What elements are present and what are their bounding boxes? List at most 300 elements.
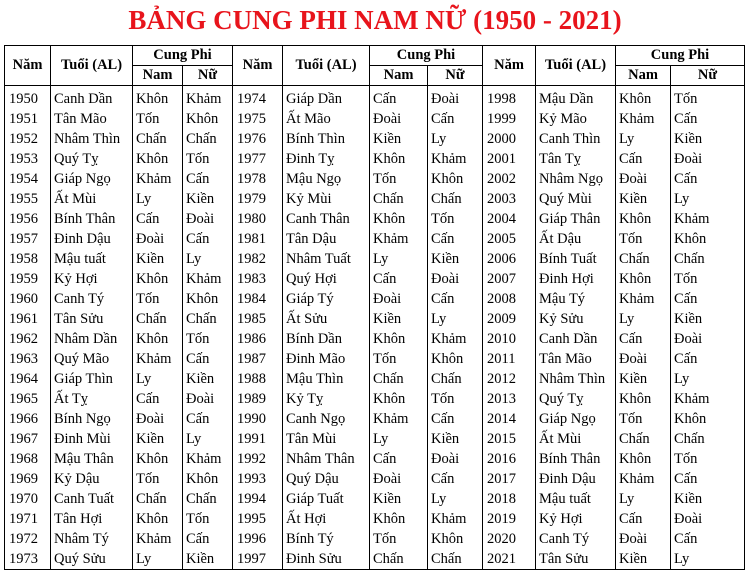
female-cell: Chấn <box>183 309 233 329</box>
year-cell: 1966 <box>5 409 51 429</box>
year-cell: 2008 <box>483 289 536 309</box>
table-row <box>5 389 745 409</box>
age-cell: Tân Sửu <box>536 549 616 570</box>
age-cell: Kỷ Hợi <box>536 509 616 529</box>
male-cell: Đoài <box>370 289 428 309</box>
female-cell: Đoài <box>183 389 233 409</box>
year-cell: 2005 <box>483 229 536 249</box>
age-cell: Bính Dần <box>283 329 370 349</box>
header-female: Nữ <box>671 66 745 86</box>
male-cell: Tốn <box>370 349 428 369</box>
male-cell: Khảm <box>370 409 428 429</box>
age-cell: Canh Dần <box>51 86 133 110</box>
year-cell: 2015 <box>483 429 536 449</box>
male-cell: Khảm <box>133 529 183 549</box>
age-cell: Quý Dậu <box>283 469 370 489</box>
age-cell: Bính Tuất <box>536 249 616 269</box>
male-cell: Đoài <box>370 109 428 129</box>
female-cell: Cấn <box>183 169 233 189</box>
female-cell: Ly <box>671 369 745 389</box>
year-cell: 1973 <box>5 549 51 570</box>
female-cell: Cấn <box>671 529 745 549</box>
female-cell: Cấn <box>671 169 745 189</box>
female-cell: Chấn <box>183 129 233 149</box>
table-row <box>5 169 745 189</box>
female-cell: Tốn <box>183 329 233 349</box>
age-cell: Giáp Ngọ <box>536 409 616 429</box>
age-cell: Kỷ Mùi <box>283 189 370 209</box>
male-cell: Chấn <box>370 549 428 570</box>
age-cell: Đinh Tỵ <box>283 149 370 169</box>
female-cell: Cấn <box>671 109 745 129</box>
table-row <box>5 149 745 169</box>
header-year: Năm <box>483 46 536 86</box>
male-cell: Khôn <box>370 509 428 529</box>
female-cell: Đoài <box>671 509 745 529</box>
male-cell: Đoài <box>616 169 671 189</box>
female-cell: Khôn <box>671 229 745 249</box>
year-cell: 1980 <box>233 209 283 229</box>
female-cell: Cấn <box>183 529 233 549</box>
year-cell: 2010 <box>483 329 536 349</box>
year-cell: 2014 <box>483 409 536 429</box>
year-cell: 1963 <box>5 349 51 369</box>
header-cung-phi: Cung Phi <box>133 46 233 66</box>
age-cell: Tân Mùi <box>283 429 370 449</box>
year-cell: 1976 <box>233 129 283 149</box>
year-cell: 2006 <box>483 249 536 269</box>
female-cell: Kiền <box>428 429 483 449</box>
age-cell: Tân Tỵ <box>536 149 616 169</box>
year-cell: 1981 <box>233 229 283 249</box>
male-cell: Chấn <box>133 129 183 149</box>
female-cell: Cấn <box>671 469 745 489</box>
year-cell: 1968 <box>5 449 51 469</box>
age-cell: Mậu tuất <box>51 249 133 269</box>
year-cell: 1991 <box>233 429 283 449</box>
header-male: Nam <box>133 66 183 86</box>
year-cell: 1985 <box>233 309 283 329</box>
age-cell: Kỷ Hợi <box>51 269 133 289</box>
age-cell: Giáp Tý <box>283 289 370 309</box>
age-cell: Mậu Tý <box>536 289 616 309</box>
year-cell: 1999 <box>483 109 536 129</box>
female-cell: Tốn <box>428 389 483 409</box>
age-cell: Canh Dần <box>536 329 616 349</box>
year-cell: 1997 <box>233 549 283 570</box>
female-cell: Đoài <box>428 449 483 469</box>
female-cell: Ly <box>428 309 483 329</box>
age-cell: Bính Thân <box>536 449 616 469</box>
male-cell: Kiền <box>133 429 183 449</box>
male-cell: Cấn <box>370 449 428 469</box>
year-cell: 1957 <box>5 229 51 249</box>
year-cell: 1967 <box>5 429 51 449</box>
age-cell: Mậu tuất <box>536 489 616 509</box>
table-row <box>5 189 745 209</box>
female-cell: Tốn <box>671 449 745 469</box>
header-female: Nữ <box>183 66 233 86</box>
age-cell: Đinh Mão <box>283 349 370 369</box>
year-cell: 1989 <box>233 389 283 409</box>
female-cell: Ly <box>183 249 233 269</box>
year-cell: 1988 <box>233 369 283 389</box>
year-cell: 2017 <box>483 469 536 489</box>
age-cell: Ất Sửu <box>283 309 370 329</box>
male-cell: Khảm <box>616 109 671 129</box>
female-cell: Khảm <box>428 329 483 349</box>
year-cell: 2004 <box>483 209 536 229</box>
male-cell: Cấn <box>133 389 183 409</box>
female-cell: Khôn <box>183 289 233 309</box>
year-cell: 2013 <box>483 389 536 409</box>
female-cell: Khảm <box>671 389 745 409</box>
male-cell: Tốn <box>616 229 671 249</box>
age-cell: Canh Tý <box>536 529 616 549</box>
age-cell: Canh Tuất <box>51 489 133 509</box>
year-cell: 1982 <box>233 249 283 269</box>
female-cell: Cấn <box>428 109 483 129</box>
female-cell: Khảm <box>428 509 483 529</box>
female-cell: Cấn <box>671 289 745 309</box>
age-cell: Kỷ Dậu <box>51 469 133 489</box>
female-cell: Cấn <box>183 229 233 249</box>
year-cell: 1958 <box>5 249 51 269</box>
male-cell: Đoài <box>616 349 671 369</box>
female-cell: Khôn <box>671 409 745 429</box>
male-cell: Đoài <box>133 229 183 249</box>
female-cell: Cấn <box>428 469 483 489</box>
header-cung-phi: Cung Phi <box>370 46 483 66</box>
male-cell: Kiền <box>616 549 671 570</box>
age-cell: Nhâm Ngọ <box>536 169 616 189</box>
male-cell: Chấn <box>616 249 671 269</box>
female-cell: Kiền <box>671 309 745 329</box>
age-cell: Mậu Thân <box>51 449 133 469</box>
table-row <box>5 349 745 369</box>
male-cell: Ly <box>616 309 671 329</box>
table-row <box>5 109 745 129</box>
table-row <box>5 429 745 449</box>
year-cell: 2021 <box>483 549 536 570</box>
age-cell: Bính Thân <box>51 209 133 229</box>
male-cell: Cấn <box>616 149 671 169</box>
year-cell: 1956 <box>5 209 51 229</box>
male-cell: Khôn <box>133 86 183 110</box>
year-cell: 2016 <box>483 449 536 469</box>
female-cell: Khảm <box>183 449 233 469</box>
year-cell: 2009 <box>483 309 536 329</box>
female-cell: Khảm <box>183 269 233 289</box>
female-cell: Khảm <box>183 86 233 110</box>
female-cell: Chấn <box>428 549 483 570</box>
male-cell: Khôn <box>133 149 183 169</box>
female-cell: Ly <box>671 549 745 570</box>
age-cell: Bính Thìn <box>283 129 370 149</box>
female-cell: Cấn <box>428 289 483 309</box>
year-cell: 1961 <box>5 309 51 329</box>
year-cell: 1953 <box>5 149 51 169</box>
cung-phi-table <box>4 45 745 570</box>
age-cell: Tân Mão <box>536 349 616 369</box>
age-cell: Canh Thìn <box>536 129 616 149</box>
table-row <box>5 369 745 389</box>
header-female: Nữ <box>428 66 483 86</box>
age-cell: Giáp Tuất <box>283 489 370 509</box>
age-cell: Đinh Dậu <box>536 469 616 489</box>
female-cell: Đoài <box>671 149 745 169</box>
female-cell: Cấn <box>428 229 483 249</box>
age-cell: Quý Mùi <box>536 189 616 209</box>
year-cell: 2020 <box>483 529 536 549</box>
male-cell: Khôn <box>133 449 183 469</box>
female-cell: Đoài <box>428 269 483 289</box>
table-row <box>5 489 745 509</box>
male-cell: Ly <box>370 249 428 269</box>
age-cell: Tân Mão <box>51 109 133 129</box>
table-row <box>5 249 745 269</box>
female-cell: Khôn <box>183 469 233 489</box>
year-cell: 1975 <box>233 109 283 129</box>
age-cell: Giáp Thân <box>536 209 616 229</box>
female-cell: Tốn <box>183 149 233 169</box>
age-cell: Nhâm Thân <box>283 449 370 469</box>
male-cell: Khôn <box>616 86 671 110</box>
male-cell: Khôn <box>616 209 671 229</box>
male-cell: Khôn <box>133 509 183 529</box>
female-cell: Kiền <box>183 189 233 209</box>
age-cell: Đinh Dậu <box>51 229 133 249</box>
age-cell: Đinh Hợi <box>536 269 616 289</box>
header-cung-phi: Cung Phi <box>616 46 745 66</box>
year-cell: 1978 <box>233 169 283 189</box>
female-cell: Cấn <box>183 409 233 429</box>
male-cell: Khôn <box>370 209 428 229</box>
male-cell: Khảm <box>370 229 428 249</box>
age-cell: Quý Sửu <box>51 549 133 570</box>
male-cell: Khôn <box>616 269 671 289</box>
year-cell: 1986 <box>233 329 283 349</box>
male-cell: Đoài <box>616 529 671 549</box>
year-cell: 2018 <box>483 489 536 509</box>
female-cell: Chấn <box>671 429 745 449</box>
male-cell: Ly <box>616 129 671 149</box>
age-cell: Nhâm Tuất <box>283 249 370 269</box>
female-cell: Khôn <box>428 169 483 189</box>
year-cell: 1996 <box>233 529 283 549</box>
age-cell: Kỷ Sửu <box>536 309 616 329</box>
female-cell: Ly <box>671 189 745 209</box>
female-cell: Kiền <box>183 369 233 389</box>
year-cell: 2011 <box>483 349 536 369</box>
male-cell: Chấn <box>616 429 671 449</box>
year-cell: 1972 <box>5 529 51 549</box>
female-cell: Tốn <box>671 269 745 289</box>
year-cell: 2000 <box>483 129 536 149</box>
male-cell: Kiền <box>133 249 183 269</box>
age-cell: Tân Hợi <box>51 509 133 529</box>
header-age: Tuổi (AL) <box>283 46 370 86</box>
age-cell: Đinh Sửu <box>283 549 370 570</box>
male-cell: Cấn <box>616 509 671 529</box>
female-cell: Cấn <box>428 409 483 429</box>
age-cell: Kỷ Mão <box>536 109 616 129</box>
year-cell: 1950 <box>5 86 51 110</box>
table-row <box>5 129 745 149</box>
male-cell: Khôn <box>616 449 671 469</box>
male-cell: Cấn <box>133 209 183 229</box>
page-title: BẢNG CUNG PHI NAM NỮ (1950 - 2021) <box>128 5 622 35</box>
age-cell: Giáp Ngọ <box>51 169 133 189</box>
year-cell: 1969 <box>5 469 51 489</box>
male-cell: Kiền <box>370 309 428 329</box>
female-cell: Chấn <box>428 369 483 389</box>
year-cell: 1983 <box>233 269 283 289</box>
table-row <box>5 309 745 329</box>
age-cell: Canh Thân <box>283 209 370 229</box>
male-cell: Khôn <box>133 329 183 349</box>
age-cell: Đinh Mùi <box>51 429 133 449</box>
male-cell: Khảm <box>616 469 671 489</box>
age-cell: Nhâm Thìn <box>51 129 133 149</box>
age-cell: Tân Sửu <box>51 309 133 329</box>
table-row <box>5 289 745 309</box>
year-cell: 1998 <box>483 86 536 110</box>
table-row <box>5 469 745 489</box>
age-cell: Ất Tỵ <box>51 389 133 409</box>
male-cell: Tốn <box>133 289 183 309</box>
male-cell: Khôn <box>370 149 428 169</box>
header-male: Nam <box>616 66 671 86</box>
female-cell: Kiền <box>183 549 233 570</box>
female-cell: Chấn <box>183 489 233 509</box>
male-cell: Tốn <box>370 529 428 549</box>
age-cell: Kỷ Tỵ <box>283 389 370 409</box>
table-row <box>5 409 745 429</box>
table-row <box>5 549 745 570</box>
male-cell: Cấn <box>616 329 671 349</box>
male-cell: Cấn <box>370 269 428 289</box>
male-cell: Kiền <box>616 369 671 389</box>
year-cell: 1987 <box>233 349 283 369</box>
header-year: Năm <box>233 46 283 86</box>
age-cell: Ất Hợi <box>283 509 370 529</box>
female-cell: Khôn <box>183 109 233 129</box>
table-row <box>5 449 745 469</box>
male-cell: Cấn <box>370 86 428 110</box>
male-cell: Khôn <box>616 389 671 409</box>
female-cell: Tốn <box>428 209 483 229</box>
year-cell: 2019 <box>483 509 536 529</box>
male-cell: Chấn <box>370 189 428 209</box>
male-cell: Khôn <box>370 329 428 349</box>
male-cell: Khôn <box>133 269 183 289</box>
male-cell: Tốn <box>370 169 428 189</box>
female-cell: Kiền <box>671 129 745 149</box>
year-cell: 1971 <box>5 509 51 529</box>
female-cell: Cấn <box>671 349 745 369</box>
year-cell: 1984 <box>233 289 283 309</box>
age-cell: Ất Mùi <box>536 429 616 449</box>
male-cell: Khảm <box>616 289 671 309</box>
year-cell: 2007 <box>483 269 536 289</box>
male-cell: Tốn <box>133 109 183 129</box>
female-cell: Khảm <box>428 149 483 169</box>
age-cell: Canh Ngọ <box>283 409 370 429</box>
female-cell: Chấn <box>428 189 483 209</box>
female-cell: Chấn <box>671 249 745 269</box>
male-cell: Khảm <box>133 349 183 369</box>
year-cell: 1994 <box>233 489 283 509</box>
table-row <box>5 229 745 249</box>
age-cell: Mậu Thìn <box>283 369 370 389</box>
table-row <box>5 269 745 289</box>
age-cell: Ất Mão <box>283 109 370 129</box>
year-cell: 1954 <box>5 169 51 189</box>
female-cell: Đoài <box>183 209 233 229</box>
age-cell: Bính Tý <box>283 529 370 549</box>
year-cell: 1995 <box>233 509 283 529</box>
male-cell: Ly <box>133 549 183 570</box>
year-cell: 1990 <box>233 409 283 429</box>
female-cell: Đoài <box>671 329 745 349</box>
year-cell: 1970 <box>5 489 51 509</box>
age-cell: Canh Tý <box>51 289 133 309</box>
male-cell: Kiền <box>616 189 671 209</box>
female-cell: Tốn <box>671 86 745 110</box>
age-cell: Nhâm Thìn <box>536 369 616 389</box>
header-age: Tuổi (AL) <box>536 46 616 86</box>
female-cell: Ly <box>183 429 233 449</box>
header-age: Tuổi (AL) <box>51 46 133 86</box>
male-cell: Chấn <box>133 309 183 329</box>
table-row <box>5 329 745 349</box>
year-cell: 1993 <box>233 469 283 489</box>
male-cell: Ly <box>133 369 183 389</box>
year-cell: 1959 <box>5 269 51 289</box>
age-cell: Quý Mão <box>51 349 133 369</box>
header-male: Nam <box>370 66 428 86</box>
female-cell: Tốn <box>183 509 233 529</box>
table-row <box>5 509 745 529</box>
male-cell: Ly <box>370 429 428 449</box>
male-cell: Kiền <box>370 489 428 509</box>
age-cell: Quý Tỵ <box>536 389 616 409</box>
year-cell: 2012 <box>483 369 536 389</box>
year-cell: 1977 <box>233 149 283 169</box>
year-cell: 1960 <box>5 289 51 309</box>
table-body <box>5 86 745 570</box>
age-cell: Tân Dậu <box>283 229 370 249</box>
female-cell: Khôn <box>428 349 483 369</box>
age-cell: Bính Ngọ <box>51 409 133 429</box>
age-cell: Nhâm Dần <box>51 329 133 349</box>
age-cell: Giáp Thìn <box>51 369 133 389</box>
year-cell: 2002 <box>483 169 536 189</box>
age-cell: Quý Hợi <box>283 269 370 289</box>
female-cell: Đoài <box>428 86 483 110</box>
male-cell: Kiền <box>370 129 428 149</box>
age-cell: Giáp Dần <box>283 86 370 110</box>
male-cell: Ly <box>616 489 671 509</box>
header-year: Năm <box>5 46 51 86</box>
year-cell: 1979 <box>233 189 283 209</box>
age-cell: Ất Mùi <box>51 189 133 209</box>
header-row <box>5 46 745 66</box>
year-cell: 2001 <box>483 149 536 169</box>
female-cell: Khôn <box>428 529 483 549</box>
female-cell: Ly <box>428 489 483 509</box>
